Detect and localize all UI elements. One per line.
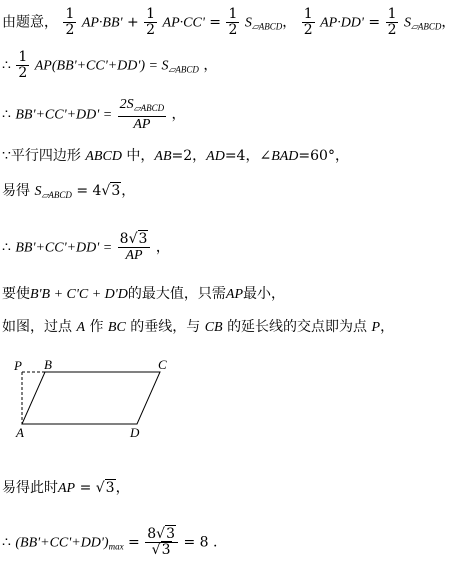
parallelogram-figure	[10, 358, 185, 443]
label-c: C	[158, 358, 167, 372]
area-symbol: S	[34, 184, 42, 199]
angle-symbol: ∠	[259, 148, 272, 164]
fraction-8sqrt3-over-ap: $\frac{8√3}{AP}$	[118, 232, 151, 263]
because-symbol: ∵	[2, 148, 11, 164]
comma: ，	[282, 14, 297, 31]
statement-line-9: 易得此时AP = √3，	[2, 480, 130, 496]
label-p: P	[14, 358, 22, 373]
fraction-8sqrt3-over-sqrt3: $\frac{8√3}{√3}$	[145, 527, 178, 558]
area-subscript: ▱ABCD	[410, 21, 442, 32]
expression-lhs: BB'+CC'+DD' =	[15, 240, 113, 256]
equals-sign: =	[368, 14, 381, 31]
statement-line-10: ∴ $(BB'+CC'+DD')_{max}$ = $\frac{8√3}{√3}$ = 8 .	[2, 526, 218, 558]
statement-line-6: ∴ BB'+CC'+DD' = $\frac{8√3}{AP}$ ，	[2, 231, 170, 263]
fraction-half: $\frac{1}{2}$	[65, 6, 75, 38]
term-ap-dd: AP·DD'	[320, 15, 364, 31]
statement-line-8: 如图，过点 A 作 BC 的垂线，与 CB 的延长线的交点即为点 P，	[2, 319, 395, 335]
sqrt-sign: √3	[95, 480, 115, 496]
label-a: A	[16, 425, 24, 440]
fraction-area-over-ap: $\frac{2S_{▱ABCD}}{AP}$	[119, 97, 165, 132]
area-symbol: S	[244, 15, 252, 31]
fraction-half: $\frac{1}{2}$	[387, 6, 397, 38]
comma: ，	[203, 57, 218, 74]
area-subscript: ▱ABCD	[251, 21, 283, 32]
statement-line-3	[2, 97, 186, 132]
expression: AP(BB'+CC'+DD') = S	[34, 58, 169, 74]
statement-line-7: 要使B'B + C'C + D'D的最大值，只需AP最小，	[2, 286, 285, 302]
therefore-symbol: ∴	[2, 57, 11, 74]
label-d: D	[130, 425, 140, 440]
parallelogram-abcd	[22, 372, 160, 424]
fraction-half: $\frac{1}{2}$	[303, 6, 313, 38]
fraction-half: $\frac{1}{2}$	[228, 6, 238, 38]
sqrt-sign: √3	[101, 183, 121, 199]
equals-sign: =	[209, 14, 222, 31]
statement-line-4: ∵平行四边形 ABCD 中，AB=2，AD=4，∠BAD=60°，	[2, 148, 349, 164]
label-b: B	[44, 358, 52, 372]
plus-sign: +	[126, 14, 139, 31]
therefore-symbol: ∴	[2, 239, 11, 256]
term-ap-bb: AP·BB'	[81, 15, 123, 31]
comma: ，	[171, 106, 186, 123]
statement-line-5: 易得 $S_{▱ABCD} = 4√3$，	[2, 183, 136, 200]
comma: ，	[441, 14, 456, 31]
fraction-half: $\frac{1}{2}$	[18, 49, 28, 81]
therefore-symbol: ∴	[2, 106, 11, 123]
max-subscript: max	[108, 541, 124, 552]
statement-line-2	[2, 50, 217, 81]
fraction-half: $\frac{1}{2}$	[146, 6, 156, 38]
statement-line-1	[2, 7, 455, 38]
term-ap-cc: AP·CC'	[162, 15, 205, 31]
area-subscript: ▱ABCD	[168, 64, 199, 75]
therefore-symbol: ∴	[2, 534, 11, 551]
text-prefix: 由题意，	[2, 14, 58, 31]
area-symbol: S	[403, 15, 411, 31]
expression-lhs: BB'+CC'+DD' =	[15, 107, 113, 123]
